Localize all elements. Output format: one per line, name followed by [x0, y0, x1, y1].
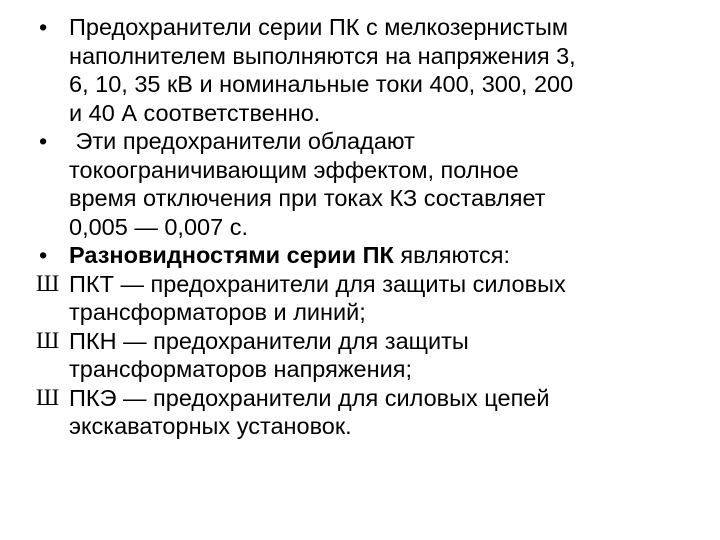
text-line: 6, 10, 35 кВ и номинальные токи 400, 300, 200 — [69, 71, 574, 97]
sub-bullet-marker: Ш — [36, 327, 60, 353]
bullet-marker: • — [39, 242, 48, 268]
sub-bullet-marker: Ш — [36, 384, 60, 410]
text-line: и 40 А соответственно. — [69, 99, 321, 126]
sub-item-pke — [35, 384, 680, 441]
bullet-marker: • — [39, 128, 48, 154]
text-line: наполнителем выполняются на напряжения 3, — [69, 42, 576, 69]
text-line: экскаваторных установок. — [69, 413, 352, 439]
bullet-marker: • — [39, 14, 48, 40]
sub-bullet-marker: Ш — [36, 270, 60, 296]
bold-text: Разновидностями серии ПК — [69, 242, 394, 268]
text-line: Предохранители серии ПК с мелкозернистым — [69, 14, 569, 40]
text-line: 0,005 — 0,007 с. — [69, 213, 248, 240]
regular-text: являются: — [393, 242, 511, 268]
text-line: токоограничивающим эффектом, полное — [69, 156, 519, 183]
text-line: ПКН — предохранители для защиты — [69, 327, 469, 354]
text-line: Эти предохранители обладают — [69, 128, 415, 154]
bullet-item-varieties-heading — [35, 241, 680, 270]
sub-item-pkn — [35, 327, 680, 384]
bullet-item-fuse-series — [35, 13, 680, 127]
sub-item-pkt — [35, 270, 680, 327]
text-line: ПКЭ — предохранители для силовых цепей — [69, 384, 550, 411]
text-line — [69, 241, 680, 270]
text-line: ПКТ — предохранители для защиты силовых — [69, 270, 566, 297]
text-line: трансформаторов напряжения; — [69, 356, 412, 382]
text-line: трансформаторов и линий; — [69, 299, 366, 325]
bullet-item-current-limiting — [35, 127, 680, 241]
text-line: время отключения при токах КЗ составляет — [69, 185, 546, 211]
